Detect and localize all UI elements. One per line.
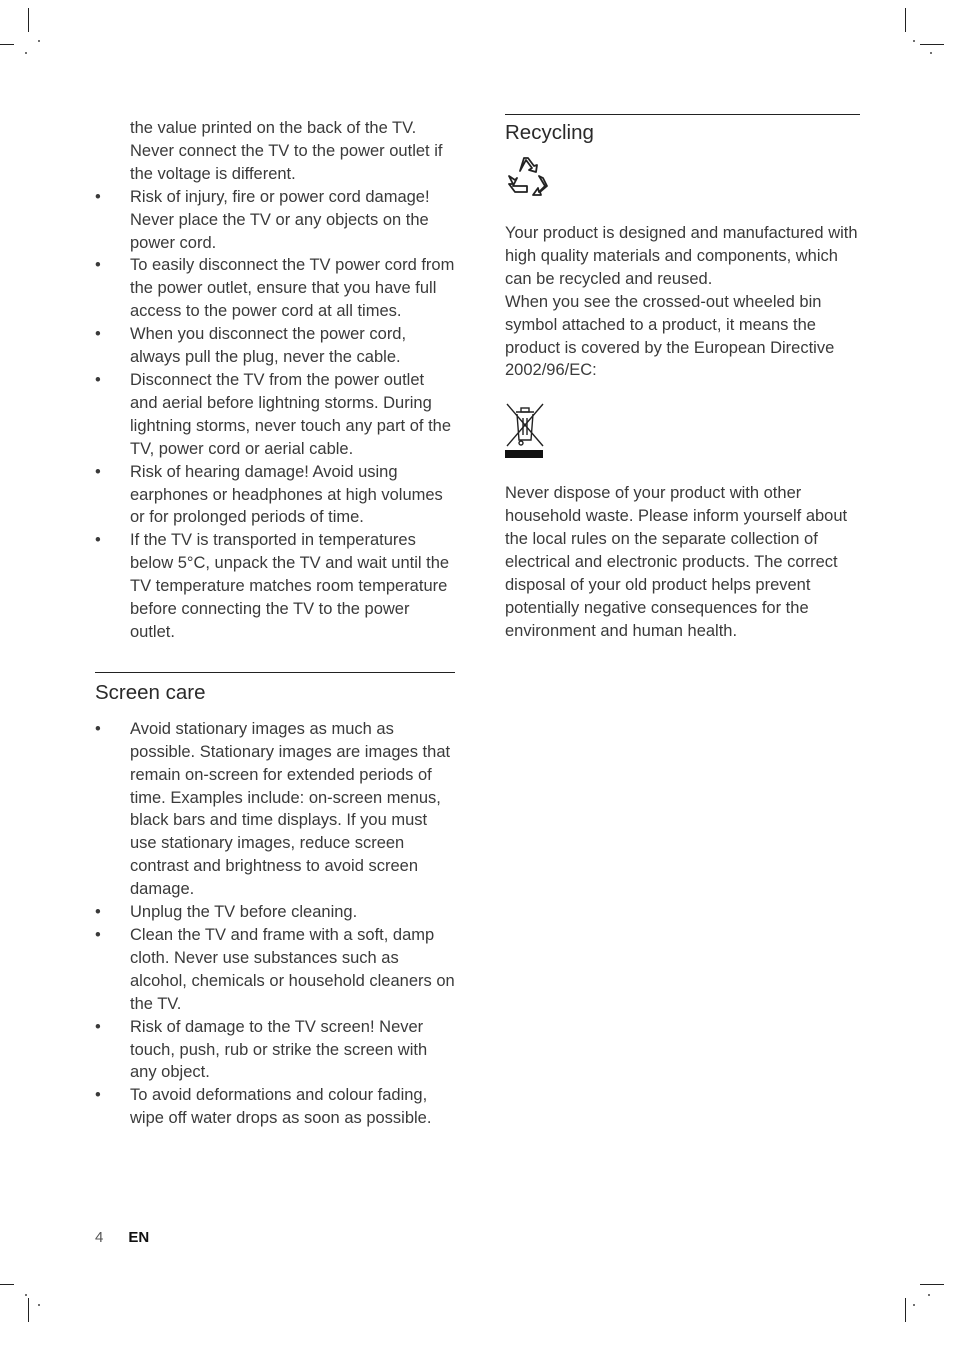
- list-item: • If the TV is transported in temperatures below 5°C, unpack the TV and wait until the TV temperature matches room temperature before connecting the TV to the power outlet.: [95, 529, 455, 644]
- list-item: • Risk of hearing damage! Avoid using earphones or headphones at high volumes or for prolonged periods of time.: [95, 461, 455, 530]
- recycle-icon: [505, 154, 549, 198]
- list-item: • To easily disconnect the TV power cord from the power outlet, ensure that you have full access to the power cord at all times.: [95, 254, 455, 323]
- section-divider: [505, 114, 860, 115]
- list-item: • Risk of injury, fire or power cord damage! Never place the TV or any objects on the power cord.: [95, 186, 455, 255]
- screen-care-section: [95, 672, 455, 1130]
- list-item: • To avoid deformations and colour fading, wipe off water drops as soon as possible.: [95, 1084, 455, 1130]
- page-footer: [95, 1229, 149, 1246]
- safety-list: [95, 186, 455, 644]
- recycling-heading: Recycling: [505, 121, 594, 144]
- screen-care-heading: Screen care: [95, 680, 206, 704]
- list-item: • Avoid stationary images as much as possible. Stationary images are images that remain on-screen for extended periods of time. Examples include: on-screen menus, black bars and time displays. If you must use stationary images, reduce screen contrast and brightness to avoid screen damage.: [95, 718, 455, 901]
- language-code: EN: [128, 1229, 150, 1246]
- list-item: • Risk of damage to the TV screen! Never touch, push, rub or strike the screen with any object.: [95, 1016, 455, 1085]
- right-column: [505, 114, 860, 643]
- section-divider: [95, 672, 455, 673]
- list-item: • Unplug the TV before cleaning.: [95, 901, 455, 924]
- directive-paragraph: When you see the crossed-out wheeled bin symbol attached to a product, it means the product is covered by the European Directive 2002/96/EC:: [505, 292, 835, 380]
- list-item: • Clean the TV and frame with a soft, damp cloth. Never use substances such as alcohol, chemicals or household cleaners on the TV.: [95, 924, 455, 1016]
- disposal-paragraph: Never dispose of your product with other household waste. Please inform yourself about the local rules on the separate collection of electrical and electronic products. The correct disposal of your old product helps prevent potentially negative consequences for the environment and human health.: [505, 484, 848, 640]
- screen-care-list: [95, 718, 455, 1130]
- left-column: [95, 117, 455, 1130]
- recycling-paragraph: Your product is designed and manufactured with high quality materials and components, which can be recycled and reused.: [505, 224, 858, 288]
- continuation-text: the value printed on the back of the TV. Never connect the TV to the power outlet if the voltage is different.: [130, 119, 443, 183]
- list-item: • When you disconnect the power cord, always pull the plug, never the cable.: [95, 323, 455, 369]
- list-item: • Disconnect the TV from the power outlet and aerial before lightning storms. During lightning storms, never touch any part of the TV, power cord or aerial cable.: [95, 369, 455, 461]
- crossed-out-wheeled-bin-icon: [505, 402, 545, 460]
- page-number: 4: [95, 1229, 104, 1246]
